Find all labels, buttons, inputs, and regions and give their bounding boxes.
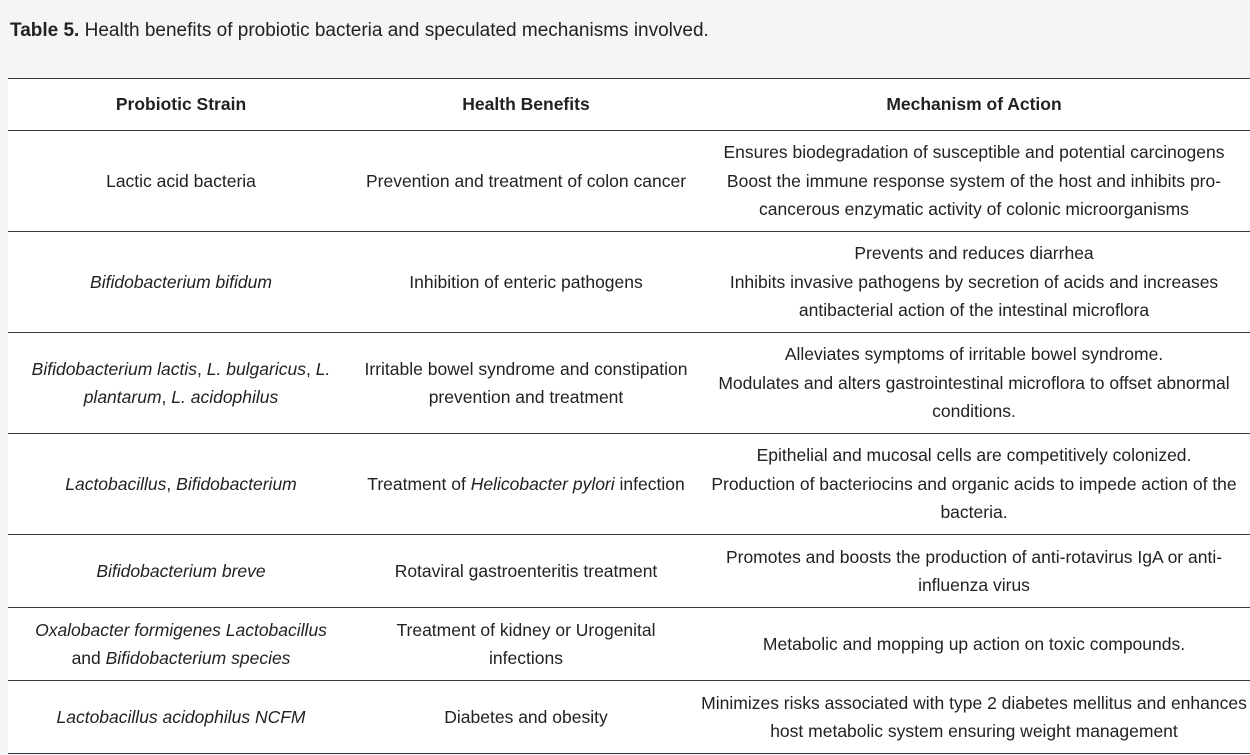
benefit-text: Irritable bowel syndrome and constipation prevention and treatment [364, 358, 688, 407]
strain-species-name: Lactobacillus acidophilus NCFM [56, 706, 306, 727]
strain-separator: , [166, 473, 177, 494]
benefit-cell [354, 232, 698, 333]
benefit-cell [354, 535, 698, 608]
strain-species-name: Oxalobacter formigenes [35, 619, 221, 640]
strain-cell [8, 608, 354, 681]
mechanism-cell [698, 333, 1250, 434]
probiotics-table [8, 78, 1250, 754]
strain-cell [8, 232, 354, 333]
benefit-cell [354, 608, 698, 681]
strain-species-name: Bifidobacterium breve [96, 560, 266, 581]
benefit-species-name: Helicobacter pylori [470, 473, 615, 494]
strain-species-name: L. acidophilus [171, 387, 279, 407]
mechanism-cell [698, 535, 1250, 608]
table-row [8, 434, 1250, 535]
mechanism-line-1: Ensures biodegradation of susceptible and potential carcinogens [723, 142, 1225, 163]
strain-separator: , [197, 358, 207, 379]
mechanism-line-1: Minimizes risks associated with type 2 diabetes mellitus and enhances host metabolic system ensuring weight management [701, 692, 1247, 741]
mechanism-line-1: Promotes and boosts the production of anti-rotavirus IgA or anti-influenza virus [725, 546, 1223, 595]
strain-cell [8, 131, 354, 232]
strain-separator: , [161, 387, 172, 407]
benefit-text: Diabetes and obesity [444, 706, 608, 727]
mechanism-cell [698, 131, 1250, 232]
mechanism-line-1: Epithelial and mucosal cells are competitively colonized. [756, 445, 1192, 466]
mechanism-cell [698, 232, 1250, 333]
benefit-text: Inhibition of enteric pathogens [409, 271, 643, 292]
table-header-row [8, 79, 1250, 131]
strain-cell [8, 535, 354, 608]
benefit-text: infection [614, 473, 685, 494]
header-probiotic-strain: Probiotic Strain [115, 94, 247, 115]
strain-species-name: Bifidobacterium species [105, 648, 291, 668]
strain-species-name: Lactobacillus [65, 473, 167, 494]
benefit-cell [354, 434, 698, 535]
strain-separator: and [71, 648, 106, 668]
benefit-cell [354, 333, 698, 434]
mechanism-line-1: Prevents and reduces diarrhea [854, 243, 1094, 264]
mechanism-cell [698, 434, 1250, 535]
benefit-cell [354, 681, 698, 754]
benefit-text: Rotaviral gastroenteritis treatment [394, 560, 658, 581]
mechanism-cell [698, 608, 1250, 681]
table-row [8, 232, 1250, 333]
benefit-text: Treatment of kidney or Urogenital infections [396, 619, 656, 668]
header-mechanism-of-action: Mechanism of Action [886, 94, 1062, 115]
strain-species-name: Lactobacillus [225, 619, 327, 640]
strain-species-name: Bifidobacterium [176, 473, 297, 494]
table-row [8, 681, 1250, 754]
mechanism-line-2: Production of bacteriocins and organic acids to impede action of the bacteria. [711, 473, 1237, 523]
strain-species-name: L. plantarum [83, 358, 331, 407]
mechanism-line-1: Metabolic and mopping up action on toxic compounds. [762, 633, 1186, 654]
table-caption [10, 20, 709, 42]
strain-cell [8, 681, 354, 754]
benefit-cell [354, 131, 698, 232]
strain-text: Lactic acid bacteria [106, 170, 256, 191]
table-row [8, 535, 1250, 608]
header-health-benefits: Health Benefits [462, 94, 590, 115]
benefit-text: Treatment of [367, 473, 471, 494]
mechanism-line-2: Boost the immune response system of the host and inhibits pro-cancerous enzymatic activity of colonic microorganisms [726, 170, 1222, 220]
mechanism-line-2: Modulates and alters gastrointestinal microflora to offset abnormal conditions. [718, 372, 1230, 422]
benefit-text: Prevention and treatment of colon cancer [365, 170, 687, 191]
strain-species-name: Bifidobacterium lactis [31, 358, 198, 379]
mechanism-line-2: Inhibits invasive pathogens by secretion of acids and increases antibacterial action of the intestinal microflora [729, 271, 1219, 321]
strain-cell [8, 434, 354, 535]
table-caption-text: Health benefits of probiotic bacteria and speculated mechanisms involved. [79, 20, 709, 41]
strain-species-name: Bifidobacterium bifidum [90, 271, 272, 292]
table-caption-label: Table 5. [10, 20, 80, 41]
table-row [8, 333, 1250, 434]
mechanism-cell [698, 681, 1250, 754]
mechanism-line-1: Alleviates symptoms of irritable bowel syndrome. [784, 344, 1164, 365]
strain-species-name: L. bulgaricus [206, 358, 306, 379]
strain-separator: , [305, 358, 316, 379]
table-row [8, 608, 1250, 681]
strain-cell [8, 333, 354, 434]
table-row [8, 131, 1250, 232]
